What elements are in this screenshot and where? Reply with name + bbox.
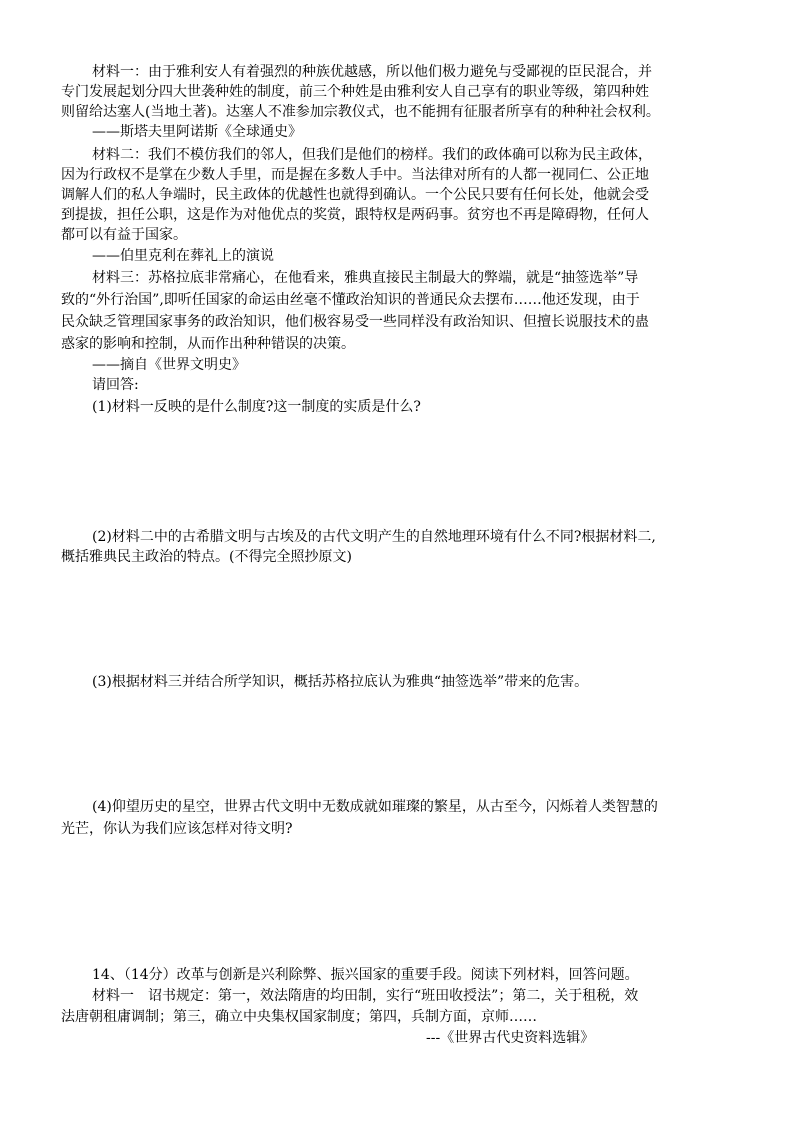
material2-line: 材料二：我们不模仿我们的邻人，但我们是他们的榜样。我们的政体确可以称为民主政体， xyxy=(92,147,652,163)
question-4: (4)仰望历史的星空，世界古代文明中无数成就如璀璨的繁星，从古至今，闪烁着人类智慧的 xyxy=(92,799,658,815)
answer-space-1[interactable] xyxy=(61,420,741,520)
question-1: (1)材料一反映的是什么制度?这一制度的实质是什么? xyxy=(92,399,421,415)
material1-source: ——斯塔夫里阿诺斯《全球通史》 xyxy=(92,124,302,140)
question-14-header: 14、（14分）改革与创新是兴利除弊、振兴国家的重要手段。阅读下列材料，回答问题。 xyxy=(92,967,639,983)
question-14-material-line: 材料一 诏书规定：第一，效法隋唐的均田制，实行“班田收授法”；第二，关于租税，效 xyxy=(92,988,639,1004)
material2-line: 调解人们的私人争端时，民主政体的优越性也就得到确认。一个公民只要有任何长处，他就会受 xyxy=(61,187,649,203)
answer-prompt: 请回答: xyxy=(92,377,139,393)
answer-space-2[interactable] xyxy=(61,570,741,670)
answer-space-4[interactable] xyxy=(61,842,741,952)
question-2: 概括雅典民主政治的特点。(不得完全照抄原文) xyxy=(61,549,352,565)
question-2: (2)材料二中的古希腊文明与古埃及的古代文明产生的自然地理环境有什么不同?根据材料二, xyxy=(92,529,656,545)
material3-line: 惑家的影响和控制，从而作出种种错误的决策。 xyxy=(61,336,355,352)
question-14-source: ---《世界古代史资料选辑》 xyxy=(426,1030,595,1046)
material2-line: 到提拔，担任公职，这是作为对他优点的奖赏，跟特权是两码事。贫穷也不再是障碍物，任何人 xyxy=(61,207,649,223)
answer-space-3[interactable] xyxy=(61,695,741,785)
material1-line: 专门发展起划分四大世袭种姓的制度，前三个种姓是由雅利安人自己享有的职业等级，第四种姓 xyxy=(61,84,649,100)
material3-line: 致的“外行治国”,即听任国家的命运由丝毫不懂政治知识的普通民众去摆布……他还发现，由于 xyxy=(61,292,640,308)
question-14-material-line: 法唐朝租庸调制；第三，确立中央集权国家制度；第四，兵制方面，京师…… xyxy=(61,1009,537,1025)
material3-line: 民众缺乏管理国家事务的政治知识，他们极容易受一些同样没有政治知识、但擅长说服技术的蛊 xyxy=(61,314,649,330)
question-4: 光芒，你认为我们应该怎样对待文明? xyxy=(61,821,293,837)
material2-source: ——伯里克利在葬礼上的演说 xyxy=(92,248,274,264)
material3-source: ——摘自《世界文明史》 xyxy=(92,357,246,373)
material2-line: 因为行政权不是掌在少数人手里，而是握在多数人手中。当法律对所有的人都一视同仁、公正地 xyxy=(61,167,649,183)
material1-line: 则留给达塞人(当地土著)。达塞人不准参加宗教仪式，也不能拥有征服者所享有的种种社会权利。 xyxy=(61,104,660,120)
material1-line: 材料一：由于雅利安人有着强烈的种族优越感，所以他们极力避免与受鄙视的臣民混合，并 xyxy=(92,64,652,80)
question-3: (3)根据材料三并结合所学知识，概括苏格拉底认为雅典“抽签选举”带来的危害。 xyxy=(92,674,589,690)
material2-line: 都可以有益于国家。 xyxy=(61,227,187,243)
material3-line: 材料三：苏格拉底非常痛心，在他看来，雅典直接民主制最大的弊端，就是“抽签选举”导 xyxy=(92,270,639,286)
